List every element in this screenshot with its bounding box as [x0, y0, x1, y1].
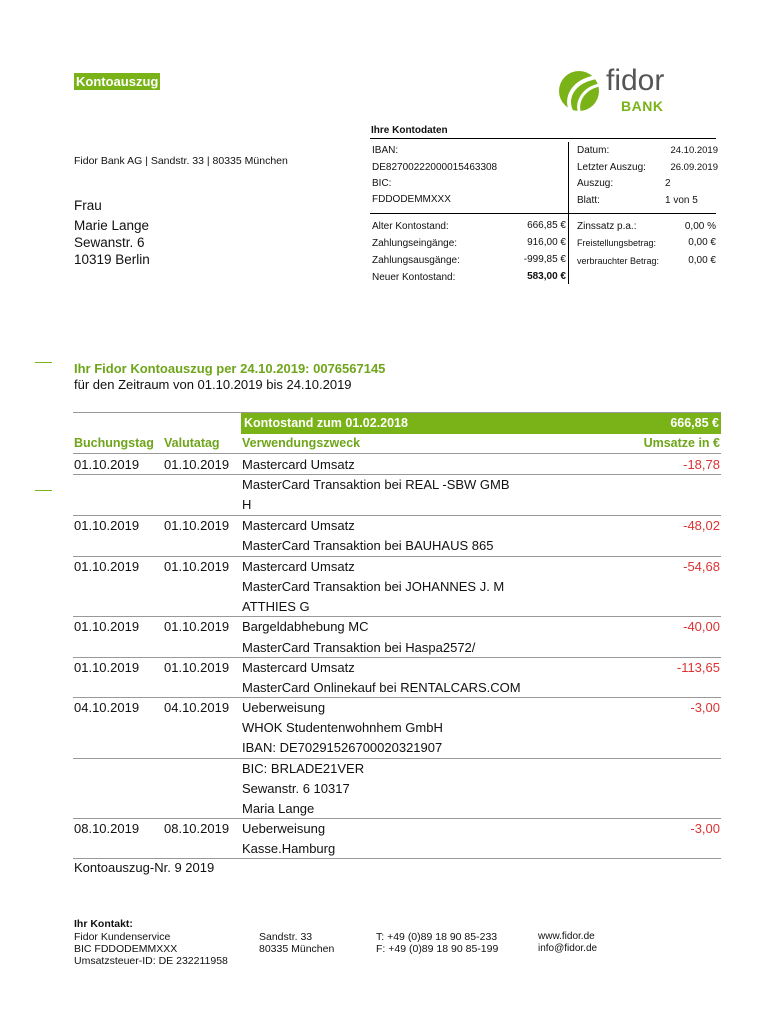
divider [73, 616, 721, 617]
purpose-text: WHOK Studentenwohnhem GmbH [242, 720, 443, 735]
divider [73, 453, 721, 454]
blatt-value: 1 von 5 [665, 195, 698, 206]
zahlungseingaenge-value: 916,00 € [527, 237, 566, 248]
datum-label: Datum: [577, 145, 610, 156]
amount: -113,65 [676, 660, 720, 675]
divider [73, 474, 721, 475]
alter-kontostand-value: 666,85 € [527, 220, 566, 231]
divider [73, 657, 721, 658]
fidor-logo [557, 64, 697, 117]
purpose-text: Mastercard Umsatz [242, 660, 355, 675]
contact-bic: BIC FDDODEMMXXX [74, 943, 178, 955]
divider [73, 556, 721, 557]
contact-phone: T: +49 (0)89 18 90 85-233 [376, 931, 498, 943]
opening-balance-label: Kontostand zum 01.02.2018 [244, 416, 408, 430]
contact-col-phone [376, 931, 498, 955]
contact-service: Fidor Kundenservice [74, 931, 171, 943]
iban-label: IBAN: [372, 145, 399, 156]
kontodaten-title: Ihre Kontodaten [371, 125, 448, 136]
bic-value: FDDODEMMXXX [372, 194, 451, 205]
contact-col-address [259, 931, 334, 955]
purpose-text: Maria Lange [242, 801, 315, 816]
divider [568, 142, 569, 284]
amount: -18,78 [683, 457, 720, 472]
zahlungsausgaenge-value: -999,85 € [523, 254, 566, 265]
purpose-text: MasterCard Onlinekauf bei RENTALCARS.COM [242, 680, 521, 695]
statement-title: Ihr Fidor Kontoauszug per 24.10.2019: 0076567145 [74, 361, 386, 376]
fold-mark [35, 362, 52, 363]
value-date: 01.10.2019 [164, 660, 230, 675]
booking-date: 01.10.2019 [74, 559, 140, 574]
booking-date: 01.10.2019 [74, 457, 140, 472]
zahlungseingaenge-label: Zahlungseingänge: [372, 238, 458, 249]
statement-number: Kontoauszug-Nr. 9 2019 [74, 860, 215, 875]
divider [73, 697, 721, 698]
divider [73, 818, 721, 819]
bic-label: BIC: [372, 178, 392, 189]
booking-date: 01.10.2019 [74, 619, 140, 634]
purpose-text: Ueberweisung [242, 821, 326, 836]
value-date: 01.10.2019 [164, 457, 230, 472]
recipient-salutation: Frau [74, 198, 102, 213]
value-date: 04.10.2019 [164, 700, 230, 715]
fidor-logo-icon [557, 67, 601, 113]
recipient-city: 10319 Berlin [74, 252, 150, 267]
purpose-text: MasterCard Transaktion bei BAUHAUS 865 [242, 538, 494, 553]
contact-fax: F: +49 (0)89 18 90 85-199 [376, 943, 499, 955]
freistellungsbetrag-value: 0,00 € [688, 237, 716, 248]
amount: -3,00 [690, 700, 720, 715]
purpose-text: Kasse.Hamburg [242, 841, 336, 856]
letzter-auszug-value: 26.09.2019 [670, 162, 718, 173]
purpose-text: Sewanstr. 6 10317 [242, 781, 350, 796]
contact-city: 80335 München [259, 943, 335, 955]
logo-bank: BANK [621, 98, 664, 114]
neuer-kontostand-value: 583,00 € [527, 271, 566, 282]
zinssatz-label: Zinssatz p.a.: [577, 221, 637, 232]
logo-wordmark: fidor [606, 64, 665, 97]
neuer-kontostand-label: Neuer Kontostand: [372, 272, 456, 283]
alter-kontostand-label: Alter Kontostand: [372, 221, 449, 232]
recipient-address [74, 197, 150, 268]
recipient-street: Sewanstr. 6 [74, 235, 145, 250]
contact-email-link[interactable]: info@fidor.de [538, 943, 598, 954]
zinssatz-value: 0,00 % [684, 221, 716, 232]
contact-col-service [74, 931, 228, 967]
contact-website-link[interactable]: www.fidor.de [538, 931, 595, 942]
booking-date: 08.10.2019 [74, 821, 140, 836]
purpose-text: BIC: BRLADE21VER [242, 761, 365, 776]
purpose-text: MasterCard Transaktion bei JOHANNES J. M [242, 579, 505, 594]
divider [73, 515, 721, 516]
amount: -3,00 [690, 821, 720, 836]
value-date: 01.10.2019 [164, 559, 230, 574]
value-date: 01.10.2019 [164, 518, 230, 533]
auszug-value: 2 [665, 178, 671, 189]
zahlungsausgaenge-label: Zahlungsausgänge: [372, 255, 460, 266]
purpose-text: Ueberweisung [242, 700, 326, 715]
contact-vat-id: Umsatzsteuer-ID: DE 232211958 [74, 955, 228, 967]
iban-value: DE82700222000015463308 [372, 162, 498, 173]
purpose-text: ATTHIES G [242, 599, 310, 614]
blatt-label: Blatt: [577, 195, 600, 206]
contact-street: Sandstr. 33 [259, 931, 313, 943]
datum-value: 24.10.2019 [670, 145, 718, 156]
amount: -40,00 [683, 619, 720, 634]
col-header-verwendungszweck: Verwendungszweck [242, 436, 361, 450]
freistellungsbetrag-label: Freistellungsbetrag: [577, 238, 657, 248]
booking-date: 01.10.2019 [74, 660, 140, 675]
contact-col-web [538, 931, 597, 955]
col-header-umsatz: Umsatze in € [643, 436, 720, 450]
purpose-text: Mastercard Umsatz [242, 559, 355, 574]
sender-line: Fidor Bank AG | Sandstr. 33 | 80335 München [74, 155, 288, 167]
amount: -48,02 [683, 518, 720, 533]
letzter-auszug-label: Letzter Auszug: [577, 162, 646, 173]
statement-period: für den Zeitraum von 01.10.2019 bis 24.10.2019 [74, 377, 352, 392]
amount: -54,68 [683, 559, 720, 574]
purpose-text: Mastercard Umsatz [242, 518, 355, 533]
opening-balance-value: 666,85 € [670, 416, 719, 430]
contact-title: Ihr Kontakt: [74, 918, 133, 930]
purpose-text: IBAN: DE70291526700020321907 [242, 740, 443, 755]
auszug-label: Auszug: [577, 178, 614, 189]
document-title: Kontoauszug [76, 74, 159, 89]
col-header-valutatag: Valutatag [164, 436, 220, 450]
fold-mark [35, 490, 52, 491]
divider [370, 213, 716, 214]
divider [73, 758, 721, 759]
purpose-text: H [242, 497, 252, 512]
verbrauchter-betrag-label: verbrauchter Betrag: [577, 256, 660, 266]
purpose-text: Mastercard Umsatz [242, 457, 355, 472]
col-header-buchungstag: Buchungstag [74, 436, 154, 450]
purpose-text: MasterCard Transaktion bei Haspa2572/ [242, 640, 476, 655]
purpose-text: Bargeldabhebung MC [242, 619, 369, 634]
booking-date: 04.10.2019 [74, 700, 140, 715]
value-date: 08.10.2019 [164, 821, 230, 836]
value-date: 01.10.2019 [164, 619, 230, 634]
divider [370, 138, 716, 139]
divider [73, 858, 721, 859]
purpose-text: MasterCard Transaktion bei REAL -SBW GMB [242, 477, 510, 492]
recipient-name: Marie Lange [74, 218, 150, 233]
verbrauchter-betrag-value: 0,00 € [688, 255, 716, 266]
opening-balance-bar [241, 413, 721, 434]
booking-date: 01.10.2019 [74, 518, 140, 533]
